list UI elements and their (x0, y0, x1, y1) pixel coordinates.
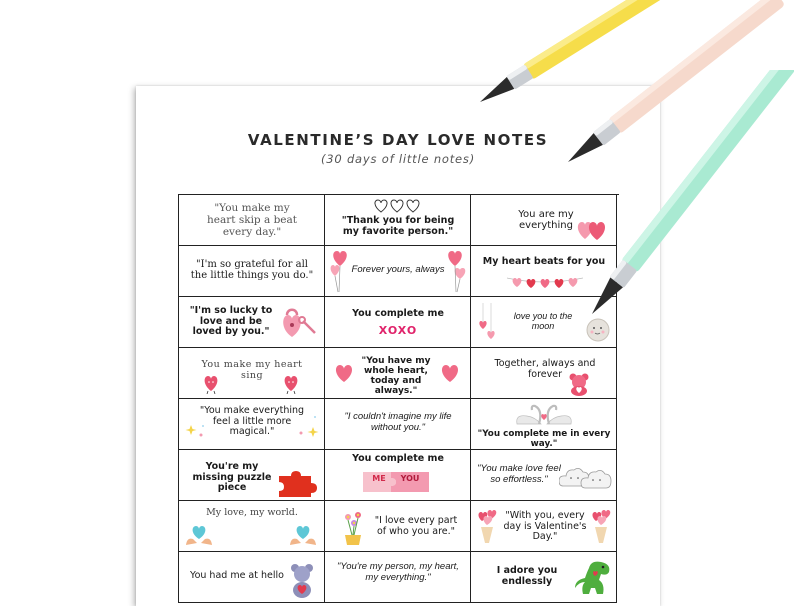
heart-garland-icon (507, 274, 583, 288)
heart-balloons-icon (329, 249, 351, 293)
note-card-18 (471, 450, 617, 501)
note-text-14: "I couldn't imagine my life without you." (344, 411, 452, 433)
hands-heart-icon (185, 523, 213, 547)
pink-heart-icon (333, 363, 355, 383)
puzzle-you-label: YOU (400, 474, 420, 483)
hanging-hearts-icon (477, 303, 501, 343)
note-text-21: "With you, every day is Valentine's Day." (503, 510, 587, 543)
note-card-13 (179, 399, 325, 450)
note-card-19 (179, 501, 325, 552)
note-text-22: You had me at hello (190, 570, 284, 581)
moon-icon (585, 317, 611, 343)
heart-balloons-icon-right (443, 249, 467, 293)
note-card-23 (325, 552, 471, 603)
note-card-4 (179, 246, 325, 297)
note-text-13: "You make everything feel a little more magical." (199, 405, 305, 438)
dinosaur-icon (573, 558, 615, 600)
note-text-11: "You have my whole heart, today and always." (361, 356, 431, 397)
flower-pot-icon (339, 509, 367, 547)
heart-lock-key-icon (277, 305, 317, 341)
sparkle-stars-icon (183, 421, 207, 443)
note-text-7: "I'm so lucky to love and be loved by you." (189, 305, 273, 338)
note-card-8 (325, 297, 471, 348)
singing-heart-icon (201, 374, 221, 394)
puzzle-me-label: ME (372, 474, 386, 483)
heart-bouquet-icon (475, 507, 499, 545)
note-text-4: "I'm so grateful for all the little things you do." (190, 259, 314, 282)
swans-icon (513, 402, 575, 428)
note-card-5 (325, 246, 471, 297)
xoxo-art: XOXO (378, 324, 418, 337)
heart-bouquet-icon-right (589, 507, 613, 545)
note-text-19: My love, my world. (206, 507, 298, 518)
note-text-8: You complete me (352, 308, 444, 319)
note-text-5: Forever yours, always (351, 264, 445, 275)
note-text-20: "I love every part of who you are." (374, 515, 458, 537)
note-card-16 (179, 450, 325, 501)
teddy-bear-icon (567, 372, 591, 396)
sparkle-stars-icon-right (295, 413, 321, 443)
pink-heart-icon-right (439, 363, 461, 383)
note-text-23: "You're my person, my heart, my everything." (337, 561, 459, 583)
puzzle-piece-icon (275, 470, 319, 498)
note-card-7 (179, 297, 325, 348)
note-card-20 (325, 501, 471, 552)
note-card-11 (325, 348, 471, 399)
note-card-1 (179, 195, 325, 246)
note-card-17 (325, 450, 471, 501)
note-card-24 (471, 552, 617, 603)
note-text-18: "You make love feel so effortless." (477, 463, 561, 485)
singing-heart-icon-right (281, 374, 301, 394)
note-text-16: You're my missing puzzle piece (192, 461, 272, 494)
note-text-2: "Thank you for being my favorite person." (341, 215, 455, 237)
note-text-24: I adore you endlessly (496, 565, 558, 587)
smiling-clouds-icon (559, 460, 613, 492)
note-text-12: Together, always and forever (494, 358, 596, 380)
teddy-heart-icon (287, 562, 317, 600)
note-text-17: You complete me (352, 453, 444, 464)
note-card-10 (179, 348, 325, 399)
note-text-3: You are my everything (518, 209, 574, 232)
sheet-title: VALENTINE’S DAY LOVE NOTES (247, 131, 549, 149)
note-text-15: "You complete me in every way." (477, 429, 611, 449)
note-card-21 (471, 501, 617, 552)
note-text-6: My heart beats for you (482, 256, 606, 267)
note-card-12 (471, 348, 617, 399)
notes-grid (178, 194, 619, 603)
note-text-9: love you to the moon (513, 311, 573, 332)
note-card-15 (471, 399, 617, 450)
note-text-1: "You make my heart skip a beat every day." (207, 202, 297, 238)
note-card-14 (325, 399, 471, 450)
note-card-22 (179, 552, 325, 603)
hands-heart-icon-right (289, 523, 317, 547)
note-text-10: You make my heart sing (201, 359, 303, 381)
mint-pen (584, 70, 794, 320)
outline-hearts-icon (373, 199, 421, 213)
note-card-2 (325, 195, 471, 246)
sheet-subtitle: (30 days of little notes) (320, 152, 476, 166)
